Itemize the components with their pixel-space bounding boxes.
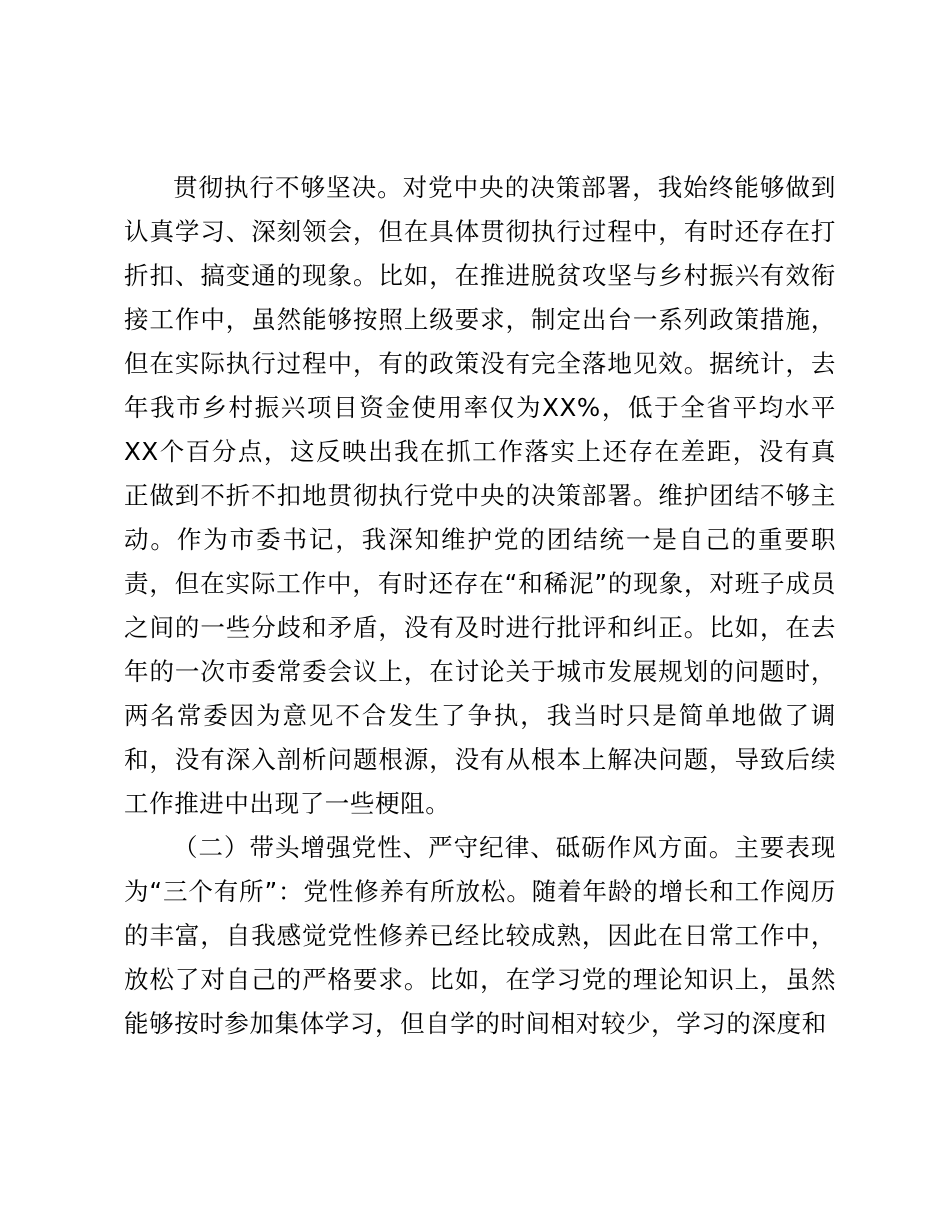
document-body [124,166,836,1046]
paragraph-party-spirit-discipline: （二）带头增强党性、严守纪律、砥砺作风方面。主要表现为“三个有所”：党性修养有所放松。随着年龄的增长和工作阅历的丰富，自我感觉党性修养已经比较成熟，因此在日常工作中，放松了对自己的严格要求。比如，在学习党的理论知识上，虽然能够按时参加集体学习，但自学的时间相对较少，学习的深度和 [124,833,836,1038]
paragraph-decision-execution-and-unity: 贯彻执行不够坚决。对党中央的决策部署，我始终能够做到认真学习、深刻领会，但在具体贯彻执行过程中，有时还存在打折扣、搞变通的现象。比如，在推进脱贫攻坚与乡村振兴有效衔接工作中，虽然能够按照上级要求，制定出台一系列政策措施，但在实际执行过程中，有的政策没有完全落地见效。据统计，去年我市乡村振兴项目资金使用率仅为XX%，低于全省平均水平XX个百分点，这反映出我在抓工作落实上还存在差距，没有真正做到不折不扣地贯彻执行党中央的决策部署。维护团结不够主动。作为市委书记，我深知维护党的团结统一是自己的重要职责，但在实际工作中，有时还存在“和稀泥”的现象，对班子成员之间的一些分歧和矛盾，没有及时进行批评和纠正。比如，在去年的一次市委常委会议上，在讨论关于城市发展规划的问题时，两名常委因为意见不合发生了争执，我当时只是简单地做了调和，没有深入剖析问题根源，没有从根本上解决问题，导致后续工作推进中出现了一些梗阻。 [124,173,836,818]
